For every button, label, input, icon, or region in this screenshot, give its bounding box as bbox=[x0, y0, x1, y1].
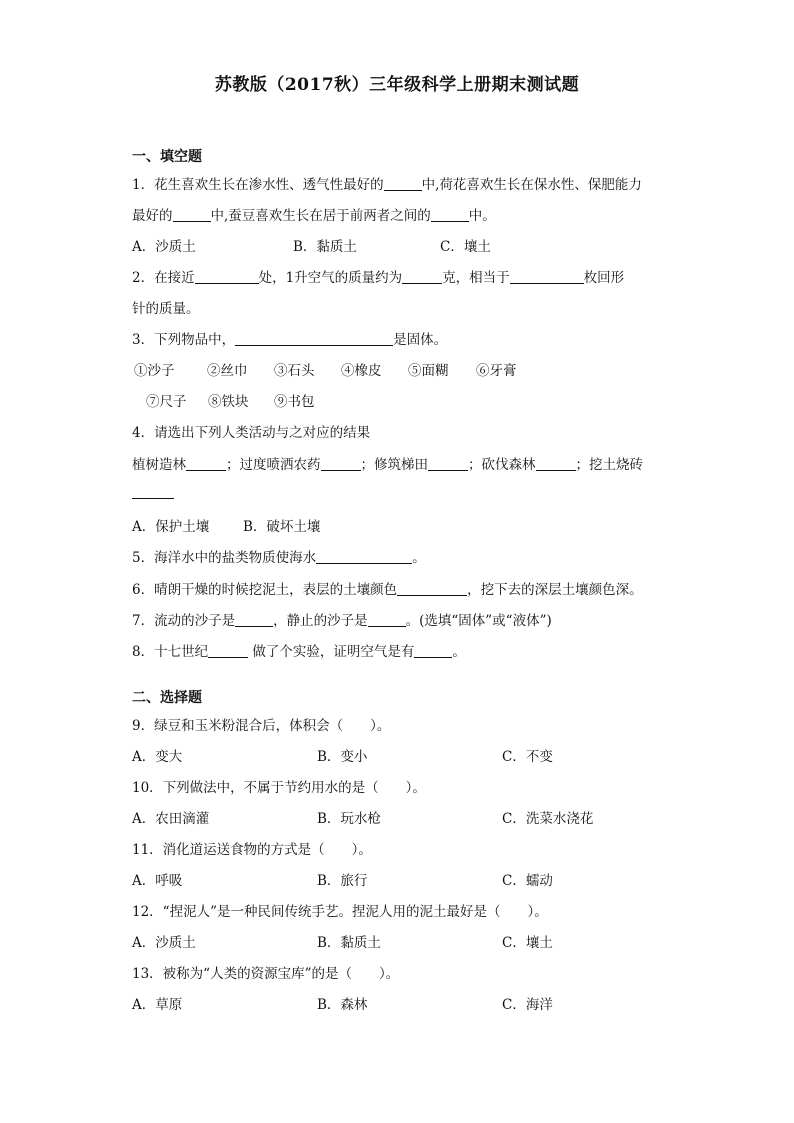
q7-text-a: 7．流动的沙子是 bbox=[132, 613, 236, 629]
answer-blank[interactable] bbox=[510, 270, 584, 285]
q8-text-b: 做了个实验，证明空气是有 bbox=[248, 644, 415, 660]
q2-text-a: 2．在接近 bbox=[132, 270, 195, 286]
question-11-stem: 11．消化道运送食物的方式是（ ）。 bbox=[132, 842, 372, 858]
q7-text-b: ，静止的沙子是 bbox=[273, 613, 368, 629]
q11-option-a[interactable]: A．呼吸 bbox=[132, 873, 183, 889]
q5-text-a: 5．海洋水中的盐类物质使海水 bbox=[132, 550, 317, 566]
q12-option-b[interactable]: B．黏质土 bbox=[317, 935, 381, 951]
q4-text-d: ；砍伐森林 bbox=[468, 457, 536, 473]
q3-item[interactable]: ⑥牙膏 bbox=[476, 363, 517, 379]
answer-blank[interactable] bbox=[208, 644, 248, 659]
q3-item[interactable]: ②丝巾 bbox=[207, 363, 248, 379]
question-10-stem: 10．下列做法中，不属于节约用水的是（ ）。 bbox=[132, 780, 426, 796]
q1-text-d: 中,蚕豆喜欢生长在居于前两者之间的 bbox=[210, 208, 431, 224]
q10-option-a[interactable]: A．农田滴灌 bbox=[132, 811, 210, 827]
q10-option-c[interactable]: C．洗菜水浇花 bbox=[502, 811, 594, 827]
q9-option-c[interactable]: C．不变 bbox=[502, 749, 553, 765]
q3-item[interactable]: ④橡皮 bbox=[341, 363, 382, 379]
section-fill-in-heading: 一、填空题 bbox=[132, 149, 202, 165]
q3-text-a: 3．下列物品中， bbox=[132, 332, 236, 348]
answer-blank[interactable] bbox=[173, 208, 211, 223]
question-6 bbox=[132, 578, 643, 598]
q7-text-c: 。(选填“固体”或“液体”) bbox=[405, 613, 552, 629]
q10-option-b[interactable]: B．玩水枪 bbox=[317, 811, 381, 827]
q1-text-e: 中。 bbox=[468, 208, 496, 224]
q4-text-b: ；过度喷洒农药 bbox=[226, 457, 321, 473]
q4-option-b[interactable]: B．破坏土壤 bbox=[243, 519, 321, 535]
q1-text-c: 最好的 bbox=[132, 208, 173, 224]
answer-blank[interactable] bbox=[428, 457, 468, 472]
q4-text-a: 植树造林 bbox=[132, 457, 186, 473]
q9-option-b[interactable]: B．变小 bbox=[317, 749, 368, 765]
q2-text-b: 处，1升空气的质量约为 bbox=[258, 270, 403, 286]
question-2-line-2: 针的质量。 bbox=[132, 301, 200, 317]
q1-text-a: 1．花生喜欢生长在渗水性、透气性最好的 bbox=[132, 177, 384, 193]
q4-text-e: ；挖土烧砖 bbox=[575, 457, 643, 473]
answer-blank[interactable] bbox=[316, 550, 412, 565]
q1-option-c[interactable]: C．壤土 bbox=[440, 239, 491, 255]
page-title: 苏教版（2017秋）三年级科学上册期末测试题 bbox=[214, 75, 580, 95]
q5-text-b: 。 bbox=[412, 550, 426, 566]
question-2-line-1 bbox=[132, 266, 624, 286]
answer-blank[interactable] bbox=[368, 613, 406, 628]
answer-blank[interactable] bbox=[132, 484, 174, 499]
q11-option-b[interactable]: B．旅行 bbox=[317, 873, 368, 889]
q1-option-b[interactable]: B．黏质土 bbox=[293, 239, 357, 255]
q8-text-c: 。 bbox=[452, 644, 466, 660]
question-1-line-2 bbox=[132, 204, 496, 224]
question-12-stem: 12．“捏泥人”是一种民间传统手艺。捏泥人用的泥土最好是（ ）。 bbox=[132, 904, 548, 920]
section-multiple-choice-heading: 二、选择题 bbox=[132, 690, 202, 706]
q2-text-d: 枚回形 bbox=[583, 270, 625, 286]
question-4-pairs bbox=[132, 453, 643, 473]
answer-blank[interactable] bbox=[536, 457, 576, 472]
q3-text-b: 是固体。 bbox=[393, 332, 448, 348]
answer-blank[interactable] bbox=[402, 270, 442, 285]
question-7 bbox=[132, 609, 552, 629]
q13-option-a[interactable]: A．草原 bbox=[132, 997, 183, 1013]
question-9-stem: 9．绿豆和玉米粉混合后，体积会（ ）。 bbox=[132, 718, 391, 734]
answer-blank[interactable] bbox=[235, 332, 393, 347]
answer-blank[interactable] bbox=[384, 177, 422, 192]
q12-option-a[interactable]: A．沙质土 bbox=[132, 935, 196, 951]
question-4-line-2 bbox=[132, 484, 174, 501]
q1-text-b: 中,荷花喜欢生长在保水性、保肥能力 bbox=[421, 177, 642, 193]
question-8 bbox=[132, 640, 466, 660]
q12-option-c[interactable]: C．壤土 bbox=[502, 935, 553, 951]
q9-option-a[interactable]: A．变大 bbox=[132, 749, 183, 765]
question-13-stem: 13．被称为“人类的资源宝库”的是（ ）。 bbox=[132, 966, 400, 982]
q3-item[interactable]: ①沙子 bbox=[134, 363, 175, 379]
q3-item[interactable]: ⑨书包 bbox=[274, 394, 315, 410]
q6-text-b: ，挖下去的深层土壤颜色深。 bbox=[467, 582, 643, 598]
q4-option-a[interactable]: A．保护土壤 bbox=[132, 519, 210, 535]
q8-text-a: 8．十七世纪 bbox=[132, 644, 209, 660]
q6-text-a: 6．晴朗干燥的时候挖泥土，表层的土壤颜色 bbox=[132, 582, 398, 598]
answer-blank[interactable] bbox=[235, 613, 273, 628]
question-5 bbox=[132, 546, 426, 566]
question-1-line-1 bbox=[132, 173, 642, 193]
q2-text-c: 克，相当于 bbox=[442, 270, 510, 286]
answer-blank[interactable] bbox=[186, 457, 226, 472]
q3-item[interactable]: ⑧铁块 bbox=[208, 394, 249, 410]
answer-blank[interactable] bbox=[397, 582, 467, 597]
q11-option-c[interactable]: C．蠕动 bbox=[502, 873, 553, 889]
question-4-stem: 4．请选出下列人类活动与之对应的结果 bbox=[132, 425, 371, 441]
q13-option-c[interactable]: C．海洋 bbox=[502, 997, 553, 1013]
answer-blank[interactable] bbox=[195, 270, 259, 285]
q3-item[interactable]: ③石头 bbox=[274, 363, 315, 379]
q3-item[interactable]: ⑦尺子 bbox=[146, 394, 187, 410]
question-3-stem bbox=[132, 328, 447, 348]
answer-blank[interactable] bbox=[414, 644, 452, 659]
answer-blank[interactable] bbox=[431, 208, 469, 223]
answer-blank[interactable] bbox=[321, 457, 361, 472]
q13-option-b[interactable]: B．森林 bbox=[317, 997, 368, 1013]
q3-item[interactable]: ⑤面糊 bbox=[408, 363, 449, 379]
q1-option-a[interactable]: A．沙质土 bbox=[132, 239, 196, 255]
q4-text-c: ；修筑梯田 bbox=[360, 457, 428, 473]
